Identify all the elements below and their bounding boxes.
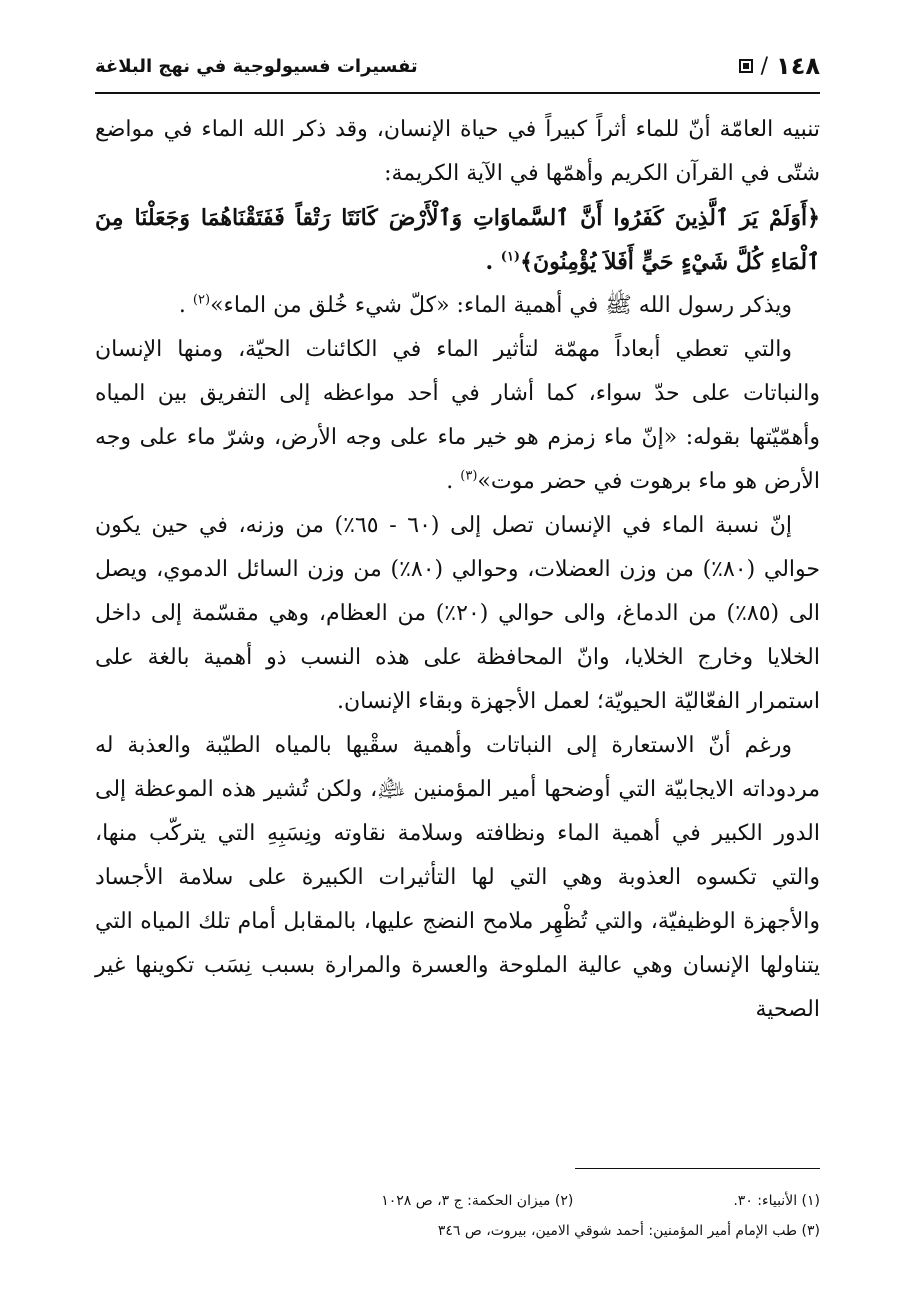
paragraph-1-text: تنبيه العامّة أنّ للماء أثراً كبيراً في حياة الإنسان، وقد ذكر الله الماء في مواضع شتّى في القرآن الكريم وأهمّها في الآية الكريمة: (95, 117, 820, 186)
page-header (95, 52, 820, 88)
footnote-marker-3: (٣) (460, 468, 478, 484)
footnotes (95, 1186, 820, 1246)
page-number-group (739, 52, 820, 80)
verse-period: . (485, 249, 494, 275)
running-title: تفسيرات فسيولوجية في نهج البلاغة (95, 56, 418, 77)
quran-verse-text: ﴿أَوَلَمْ يَرَ ٱلَّذِينَ كَفَرُوا أَنَّ ٱلسَّماوَاتِ وَٱلْأَرْضَ كَانَتَا رَتْقاً فَفَتَقْنَاهُمَا وَجَعَلْنَا مِنَ ٱلْمَاءِ كُلَّ شَيْءٍ حَيٍّ أَفَلاَ يُؤْمِنُونَ﴾ (95, 205, 820, 275)
paragraph-percentages (95, 504, 820, 724)
paragraph-hadith-text: ويذكر رسول الله ﷺ في أهمية الماء: «كلّ شيء خُلق من الماء» (210, 293, 792, 318)
paragraph-plants (95, 724, 820, 1032)
footnote-marker-2: (٢) (192, 292, 211, 308)
hadith-period: . (178, 293, 186, 318)
square-ornament-icon (739, 59, 753, 73)
quran-verse (95, 196, 820, 284)
footnote-2: (٢) ميزان الحكمة: ج ٣، ص ١٠٢٨ (381, 1193, 574, 1209)
header-divider (95, 92, 820, 94)
zamzam-period: . (446, 469, 454, 494)
paragraph-zamzam-text: والتي تعطي أبعاداً مهمّة لتأثير الماء في الكائنات الحيّة، ومنها الإنسان والنباتات على حدّ سواء، كما أشار في أحد مواعظه إلى التفريق بين المياه وأهمّيّتها بقوله: «إنّ ماء زمزم هو خير ماء على وجه الأرض، وشرّ ماء على وجه الأرض هو ماء برهوت في حضر موت» (95, 337, 820, 494)
paragraph-zamzam (95, 328, 820, 504)
paragraph-percentages-text: إنّ نسبة الماء في الإنسان تصل إلى (٦٠ - ٦٥٪) من وزنه، في حين يكون حوالي (٨٠٪) من وزن العضلات، وحوالي (٨٠٪) من وزن السائل الدموي، ويصل الى (٨٥٪) من الدماغ، والى حوالي (٢٠٪) من العظام، وهي مقسّمة إلى داخل الخلايا وخارج الخلايا، وانّ المحافظة على هذه النسب ذو أهمية بالغة على استمرار الفعّاليّة الحيويّة؛ لعمل الأجهزة وبقاء الإنسان. (95, 513, 821, 714)
footnote-3: (٣) طب الإمام أمير المؤمنين: أحمد شوقي الامين، بيروت، ص ٣٤٦ (437, 1223, 820, 1239)
paragraph-plants-text: ورغم أنّ الاستعارة إلى النباتات وأهمية سقْيها بالمياه الطيّبة والعذبة له مردوداته الايجابيّة التي أوضحها أمير المؤمنين ﵇، ولكن تُشير هذه الموعظة إلى الدور الكبير في أهمية الماء ونظافته وسلامة نقاوته ونِسَبِهِ التي يتركّب منها، والتي تكسوه العذوبة وهي التي لها التأثيرات الكبيرة على سلامة الأجساد والأجهزة الوظيفيّة، والتي تُظْهِر ملامح النضج عليها، بالمقابل أمام تلك المياه التي يتناولها الإنسان وهي عالية الملوحة والعسرة والمرارة بسبب نِسَب تكوينها غير الصحية (95, 733, 820, 1022)
footnote-divider (575, 1168, 820, 1169)
page-number: ١٤٨ (776, 52, 820, 80)
body-text (95, 108, 820, 1032)
footnote-row (95, 1216, 820, 1246)
footnote-1: (١) الأنبياء: ٣٠. (733, 1193, 820, 1209)
paragraph-hadith (95, 284, 820, 328)
paragraph-1 (95, 108, 820, 196)
page-number-separator: / (760, 53, 769, 79)
footnote-row (95, 1186, 820, 1216)
footnote-marker-1: (١) (500, 249, 521, 265)
